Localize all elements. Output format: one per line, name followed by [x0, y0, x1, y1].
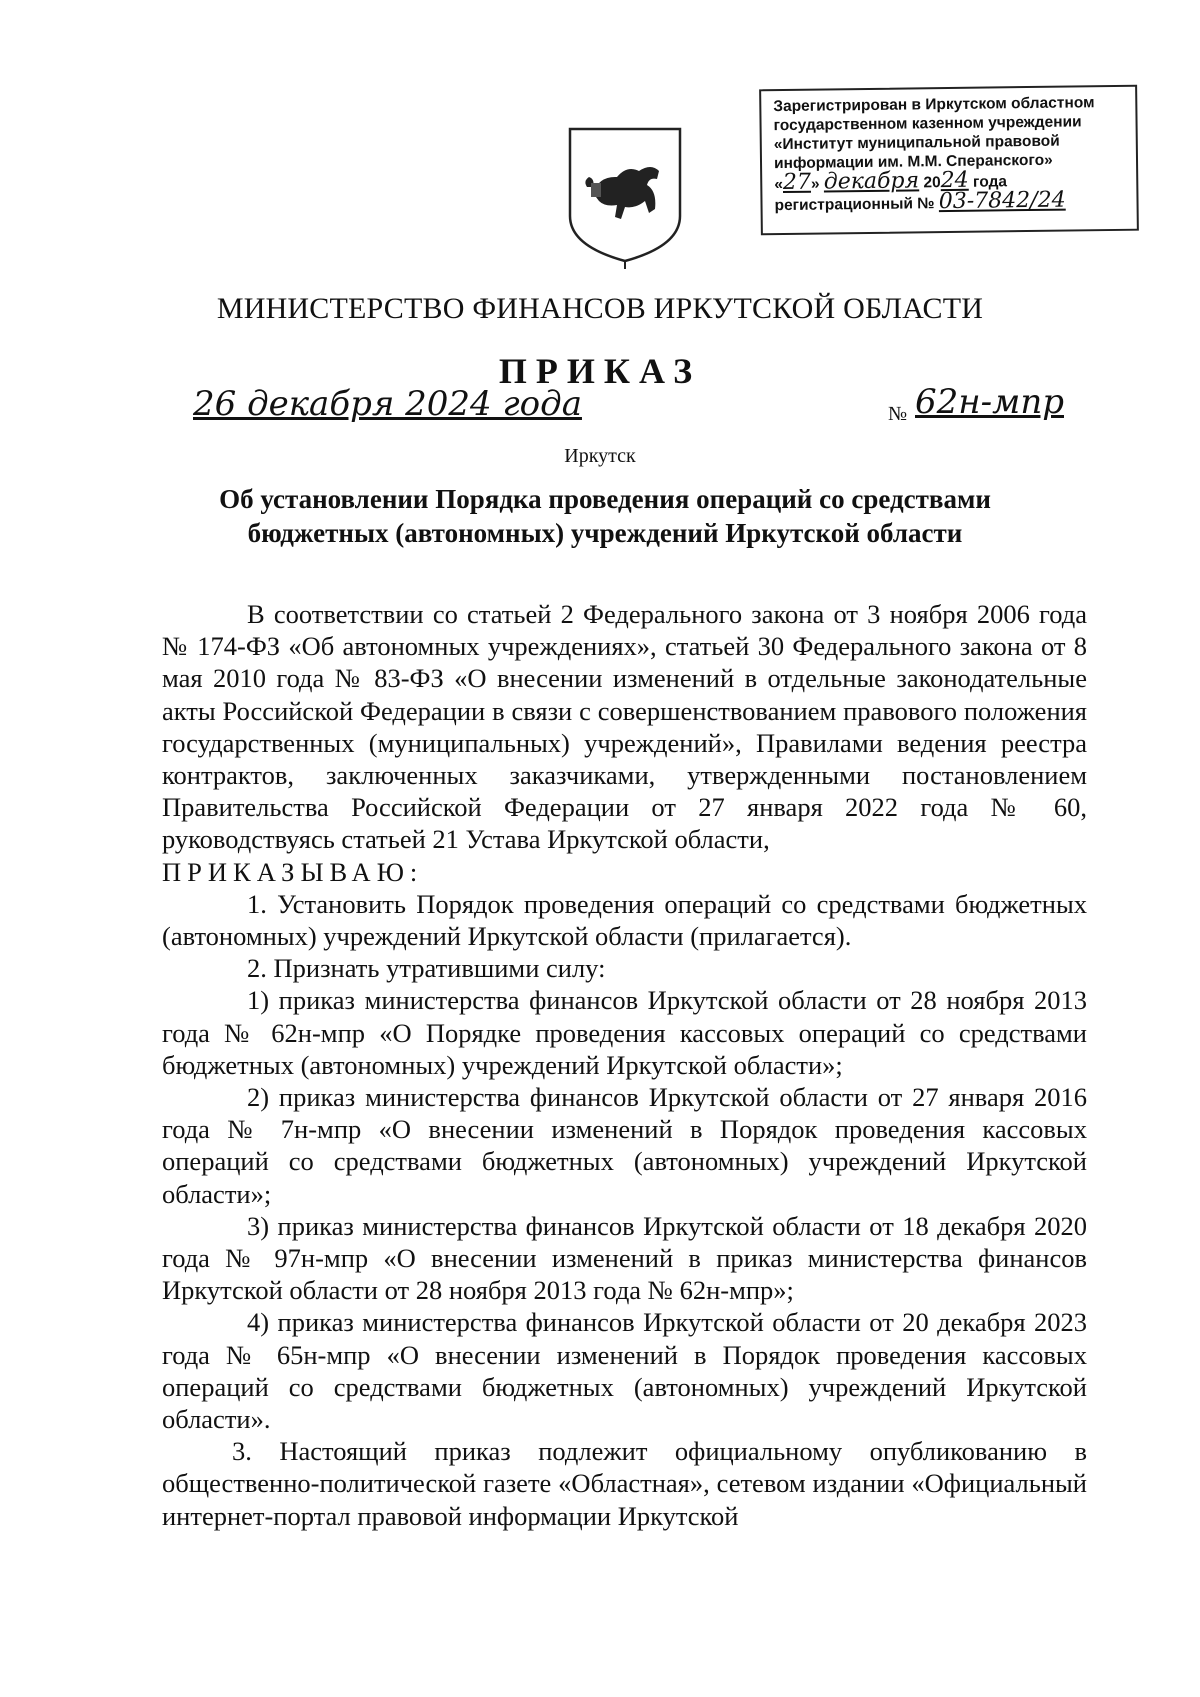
stamp-line: Зарегистрирован в Иркутском областном	[773, 94, 1095, 116]
document-heading	[140, 482, 1070, 550]
item-paragraph: 3) приказ министерства финансов Иркутской области от 18 декабря 2020 года № 97н-мпр «О внесении изменений в приказ министерства финансов Иркутской области от 28 ноября 2013 года № 62н-мпр»;	[162, 1210, 1087, 1306]
heading-line: Об установлении Порядка проведения операций со средствами	[219, 484, 991, 514]
stamp-line: «Институт муниципальной правовой	[773, 132, 1060, 154]
stamp-registration: регистрационный № 03-7842/24	[774, 187, 1066, 215]
item-paragraph: 2. Признать утратившими силу:	[247, 953, 606, 984]
stamp-line: информации им. М.М. Сперанского»	[773, 151, 1053, 173]
city: Иркутск	[564, 445, 636, 467]
stamp-date-year: 24	[940, 167, 969, 194]
stamp-date-day: 27	[782, 169, 812, 196]
heading-line: бюджетных (автономных) учреждений Иркутской области	[247, 518, 963, 548]
handwritten-number: 62н-мпр	[915, 382, 1064, 422]
ministry-name: МИНИСТЕРСТВО ФИНАНСОВ ИРКУТСКОЙ ОБЛАСТИ	[216, 292, 984, 325]
item-paragraph: 2) приказ министерства финансов Иркутской области от 27 января 2016 года № 7н-мпр «О внесении изменений в Порядок проведения кассовых операций со средствами бюджетных (автономных) учреждений Иркутской области»;	[162, 1082, 1087, 1209]
document-title: ПРИКАЗ	[498, 351, 702, 391]
order-word: ПРИКАЗЫВАЮ:	[162, 856, 424, 887]
stamp-reg-number: 03-7842/24	[938, 187, 1066, 215]
number-label: №	[888, 403, 908, 425]
stamp-line: государственном казенном учреждении	[773, 113, 1082, 135]
irkutsk-coat-of-arms-icon	[565, 121, 685, 271]
stamp-date: «27» декабря 2024 года	[774, 167, 1008, 196]
item-paragraph: 1) приказ министерства финансов Иркутской области от 28 ноября 2013 года № 62н-мпр «О Порядке проведения кассовых операций со средствами бюджетных (автономных) учреждений Иркутской области»;	[162, 985, 1087, 1080]
handwritten-date: 26 декабря 2024 года	[193, 384, 582, 424]
item-paragraph: 3. Настоящий приказ подлежит официальному опубликованию в общественно-политической газете «Областная», сетевом издании «Официальный интернет-портал правовой информации Иркутской	[162, 1436, 1087, 1531]
stamp-date-month: декабря	[823, 168, 920, 195]
registration-stamp	[759, 85, 1139, 236]
preamble-paragraph: В соответствии со статьей 2 Федерального закона от 3 ноября 2006 года № 174-ФЗ «Об автономных учреждениях», статьей 30 Федерального закона от 8 мая 2010 года № 83-ФЗ «О внесении изменений в отдельные законодательные акты Российской Федерации в связи с совершенствованием правового положения государственных (муниципальных) учреждений», Правилами ведения реестра контрактов, заключенных заказчиками, утвержденными постановлением Правительства Российской Федерации от 27 января 2022 года № 60, руководствуясь статьей 21 Устава Иркутской области,	[162, 599, 1087, 855]
item-paragraph: 4) приказ министерства финансов Иркутской области от 20 декабря 2023 года № 65н-мпр «О внесении изменений в Порядок проведения кассовых операций со средствами бюджетных (автономных) учреждений Иркутской области».	[162, 1307, 1087, 1435]
item-paragraph: 1. Установить Порядок проведения операций со средствами бюджетных (автономных) учреждений Иркутской области (прилагается).	[162, 888, 1087, 952]
document-body	[162, 598, 1087, 1532]
